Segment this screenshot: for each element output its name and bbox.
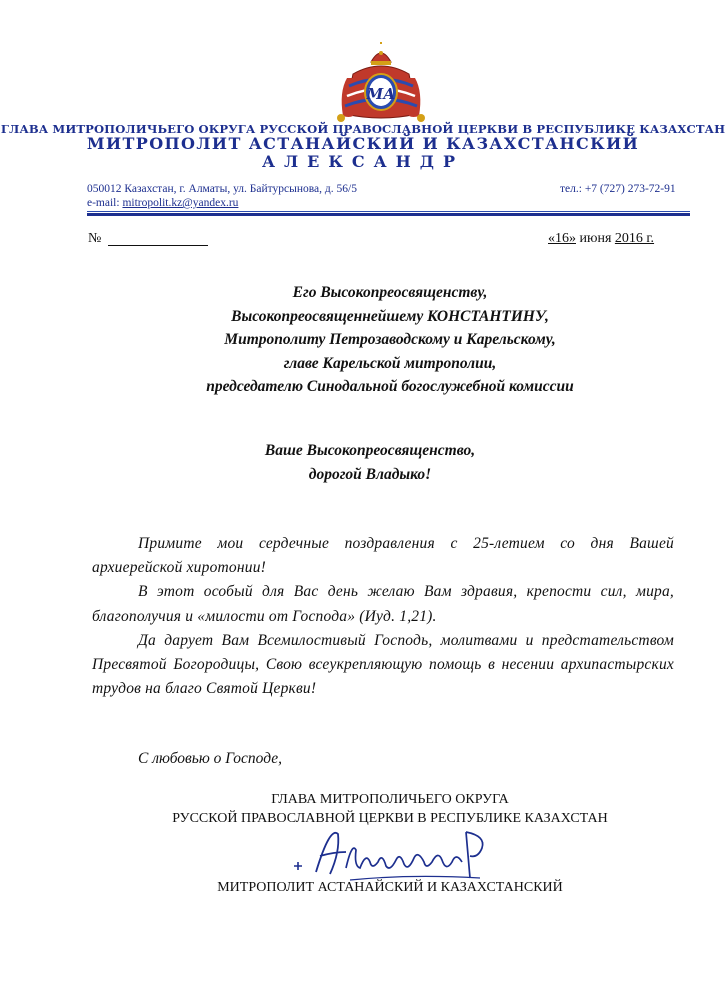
addressee-line: Митрополиту Петрозаводскому и Карельскому, (224, 331, 556, 348)
date-day: «16» (548, 231, 576, 246)
closing-phrase: С любовью о Господе, (138, 750, 282, 767)
addressee-line: главе Карельской митрополии, (283, 354, 497, 372)
letterhead-email-row (87, 197, 238, 209)
salutation-line: Ваше Высокопреосвященство, (264, 442, 476, 459)
signatory-title-line2: РУССКОЙ ПРАВОСЛАВНОЙ ЦЕРКВИ В РЕСПУБЛИКЕ КАЗАХСТАН (172, 811, 608, 826)
emblem-monogram: МА (366, 85, 396, 103)
email-label: e-mail: (87, 197, 123, 209)
letter-body (92, 532, 674, 701)
addressee-block (100, 281, 680, 399)
body-paragraph: Примите мои сердечные поздравления с 25-летием со дня Вашей архиерейской хиротонии! (92, 535, 674, 577)
salutation-block (100, 439, 640, 486)
letterhead-title-line3: АЛЕКСАНДР (261, 152, 465, 171)
metropolitan-emblem-icon (333, 42, 429, 124)
addressee-line: Высокопреосвященнейшему КОНСТАНТИНУ, (231, 307, 549, 325)
signatory-title-line3: МИТРОПОЛИТ АСТАНАЙСКИЙ И КАЗАХСТАНСКИЙ (217, 880, 563, 895)
document-number-label: № (88, 231, 102, 246)
document-number-blank (108, 245, 208, 246)
addressee-line: Его Высокопреосвященству, (292, 284, 488, 301)
letterhead-title-line1: ГЛАВА МИТРОПОЛИЧЬЕГО ОКРУГА РУССКОЙ ПРАВОСЛАВНОЙ ЦЕРКВИ В РЕСПУБЛИКЕ КАЗАХСТАН (0, 122, 726, 136)
letterhead-phone: тел.: +7 (727) 273-72-91 (560, 183, 676, 195)
addressee-line: председателю Синодальной богослужебной комиссии (206, 378, 574, 395)
letterhead-title-line2: МИТРОПОЛИТ АСТАНАЙСКИЙ И КАЗАХСТАНСКИЙ (86, 134, 640, 153)
signatory-title-line1: ГЛАВА МИТРОПОЛИЧЬЕГО ОКРУГА (271, 792, 509, 807)
body-paragraph: Да дарует Вам Всемилостивый Господь, молитвами и предстательством Пресвятой Богородицы, Свою всеукрепляющую помощь в несении архипастырских трудов на благо Святой Церкви! (92, 631, 674, 698)
document-date (548, 231, 654, 247)
date-month: июня (576, 231, 615, 246)
email-link[interactable]: mitropolit.kz@yandex.ru (122, 197, 239, 209)
date-year: 2016 г. (614, 231, 655, 246)
header-divider-thin (87, 211, 690, 212)
letterhead-address: 050012 Казахстан, г. Алматы, ул. Байтурсынова, д. 56/5 (87, 183, 357, 195)
body-paragraph: В этот особый для Вас день желаю Вам здравия, крепости сил, мира, благополучия и «милости от Господа» (Иуд. 1,21). (92, 583, 674, 625)
header-divider-thick (87, 213, 690, 216)
salutation-line: дорогой Владыко! (308, 465, 432, 483)
